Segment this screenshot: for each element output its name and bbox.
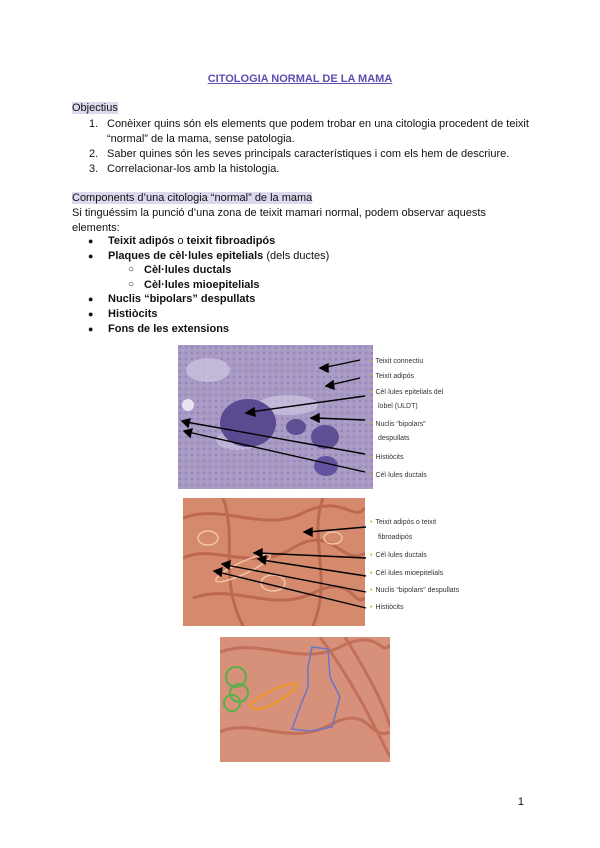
figure2-label: fibroadipós [378,534,413,541]
figure1-label: lobel (ULDT) [378,403,418,410]
bullet-icon: ● [88,250,94,261]
bullet-icon: ● [88,294,94,305]
list-item: ● Nuclis “bipolars” despullats [88,293,256,306]
bullet-icon: ● [88,323,94,334]
annotated-histology-svg [220,637,390,762]
list-item: 1. Conèixer quins són els elements que podem trobar en una citologia procedent de teixit “normal” de la mama, sense patologia. [89,118,529,145]
list-item: ○ Cèl·lules mioepitelials [128,278,260,291]
list-item: ○ Cèl·lules ductals [128,264,232,277]
page-number: 1 [517,796,524,808]
circle-bullet-icon: ○ [128,278,135,290]
figure1-label: • Histiòcits [370,454,404,461]
list-item: ● Plaques de cèl·lules epitelials (dels ductes) [88,249,330,262]
list-item: ● Teixit adipós o teixit fibroadipós [88,235,276,247]
bullet-icon: ● [88,308,94,319]
list-item: ● Histiòcits [88,307,158,320]
figure1-label: • Cèl·lules epitelials del [370,389,444,396]
components-intro: Si tinguéssim la punció d’una zona de teixit mamari normal, podem observar aquests elements: [72,207,486,234]
figure2-label: • Nuclis “bipolars” despullats [370,587,460,594]
objectives-heading: Objectius [72,102,118,114]
figure1-label: • Teixit connectiu [370,358,424,365]
figure1-label: despullats [378,435,410,442]
figure2-label: • Cèl·lules ductals [370,552,427,559]
figure1-label: • Teixit adipós [370,373,414,380]
figure2-label: • Teixit adipós o teixit [370,519,437,526]
components-heading: Components d’una citologia “normal” de la mama [72,192,313,204]
figure2-label: • Cèl·lules mioepitelials [370,570,444,577]
circle-bullet-icon: ○ [128,264,135,276]
figure1-label: • Cèl·lules ductals [370,472,427,479]
list-item: 3. Correlacionar-los amb la histologia. [89,163,280,175]
list-item: 2. Saber quines són les seves principals característiques i com els hem de descriure. [89,148,510,160]
figure1-label: • Nuclis “bipolars” [370,421,426,428]
annotated-histology-image [220,637,390,762]
bullet-icon: ● [88,236,94,246]
list-item: ● Fons de les extensions [88,322,230,335]
page-title: CITOLOGIA NORMAL DE LA MAMA [207,73,393,85]
figure2-label: • Histiòcits [370,604,404,611]
